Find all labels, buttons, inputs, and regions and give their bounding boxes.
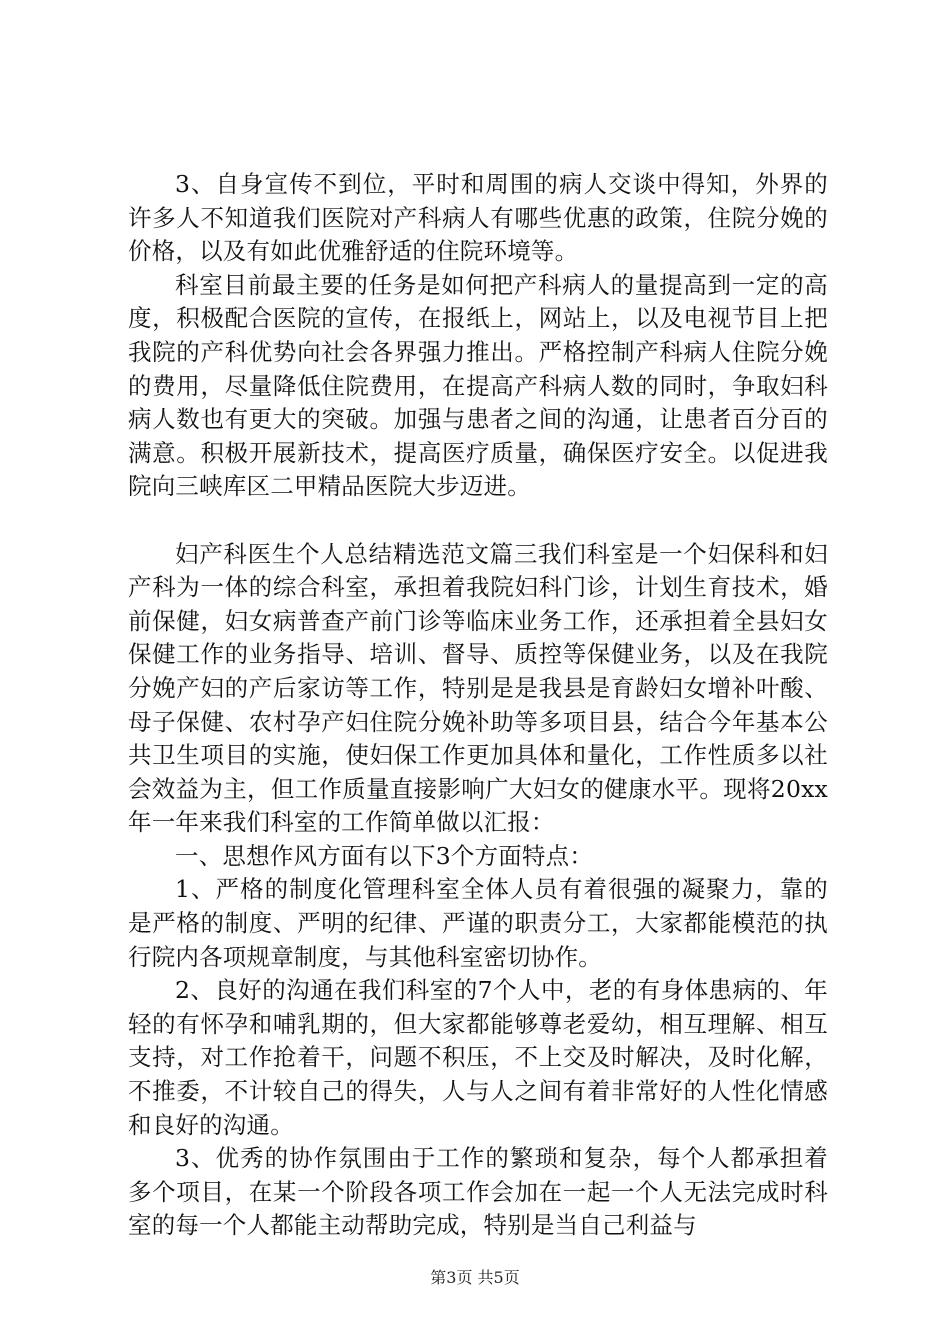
paragraph-6: 2、良好的沟通在我们科室的7个人中，老的有身体患病的、年轻的有怀孕和哺乳期的，但大家都能够尊老爱幼，相互理解、相互支持，对工作抢着干，问题不积压，不上交及时解决，及时化解，不推委，不计较自己的得失，人与人之间有着非常好的人性化情感和良好的沟通。 xyxy=(128,976,828,1139)
paragraph-4: 一、思想作风方面有以下3个方面特点： xyxy=(175,841,594,870)
paragraph-5: 1、严格的制度化管理科室全体人员有着很强的凝聚力，靠的是严格的制度、严明的纪律、严谨的职责分工，大家都能模范的执行院内各项规章制度，与其他科室密切协作。 xyxy=(128,875,828,971)
paragraph-7: 3、优秀的协作氛围由于工作的繁琐和复杂，每个人都承担着多个项目，在某一个阶段各项工作会加在一起一个人无法完成时科室的每一个人都能主动帮助完成，特别是当自己利益与 xyxy=(128,1144,828,1240)
paragraph-1: 3、自身宣传不到位，平时和周围的病人交谈中得知，外界的许多人不知道我们医院对产科病人有哪些优惠的政策，住院分娩的价格，以及有如此优雅舒适的住院环境等。 xyxy=(128,170,828,266)
paragraph-2: 科室目前最主要的任务是如何把产科病人的量提高到一定的高度，积极配合医院的宣传，在报纸上，网站上，以及电视节目上把我院的产科优势向社会各界强力推出。严格控制产科病人住院分娩的费用，尽量降低住院费用，在提高产科病人数的同时，争取妇科病人数也有更大的突破。加强与患者之间的沟通，让患者百分百的满意。积极开展新技术，提高医疗质量，确保医疗安全。以促进我院向三峡库区二甲精品医院大步迈进。 xyxy=(128,270,828,501)
page-number-footer: 第3页 共5页 xyxy=(430,1268,520,1287)
document-body xyxy=(128,168,828,1243)
paragraph-3: 妇产科医生个人总结精选范文篇三我们科室是一个妇保科和妇产科为一体的综合科室，承担着我院妇科门诊，计划生育技术，婚前保健，妇女病普查产前门诊等临床业务工作，还承担着全县妇女保健工作的业务指导、培训、督导、质控等保健业务，以及在我院分娩产妇的产后家访等工作，特别是是我县是育龄妇女增补叶酸、母子保健、农村孕产妇住院分娩补助等多项目县，结合今年基本公共卫生项目的实施，使妇保工作更加具体和量化，工作性质多以社会效益为主，但工作质量直接影响广大妇女的健康水平。现将20xx年一年来我们科室的工作简单做以汇报： xyxy=(128,539,828,837)
